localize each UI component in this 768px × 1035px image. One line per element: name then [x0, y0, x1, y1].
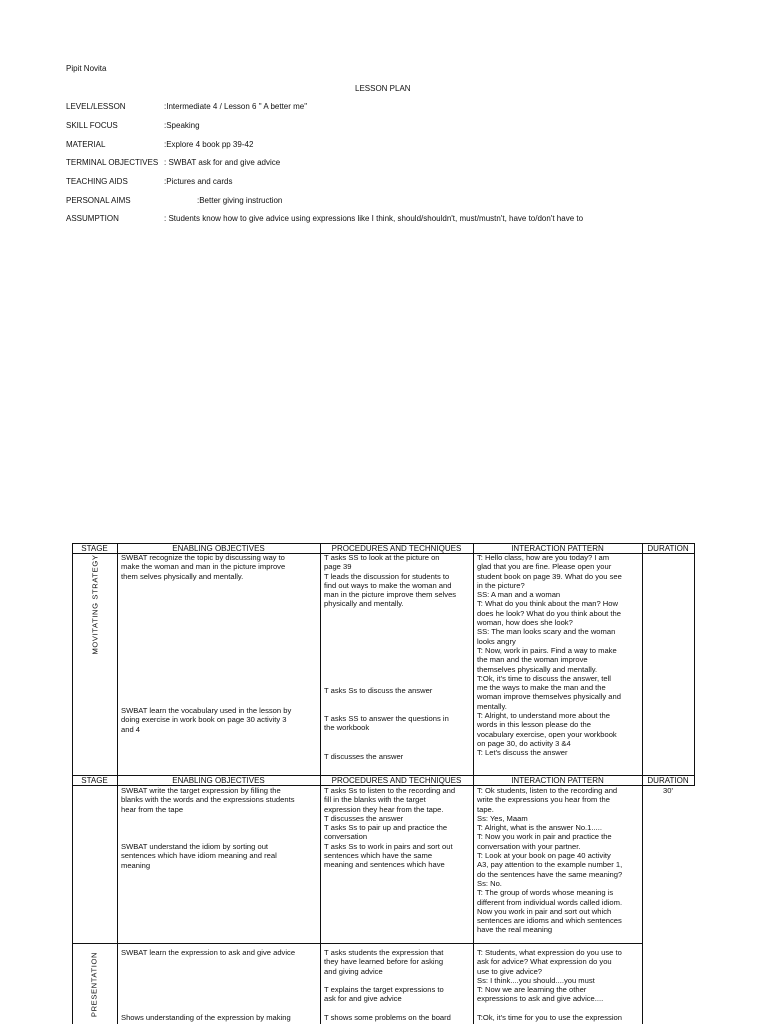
assumption-label: ASSUMPTION [66, 214, 119, 223]
procedure-cell: T shows some problems on the board [324, 1013, 451, 1022]
objective-cell: SWBAT write the target expression by filling the blanks with the words and the expressions students hear from the tape [121, 786, 295, 814]
teaching-aids-value: :Pictures and cards [164, 177, 233, 186]
personal-aims-label: PERSONAL AIMS [66, 196, 131, 205]
objective-cell: SWBAT understand the idiom by sorting out sentences which have idiom meaning and real meaning [121, 842, 277, 870]
col-header-stage: STAGE [81, 544, 108, 553]
interaction-cell: T: Students, what expression do you use to ask for advice? What expression do you use to give advice? Ss: I think....you should....you must T: Now we are learning the other expressions to ask and give advice.... [477, 948, 622, 1004]
duration-value: 30' [663, 786, 673, 795]
material-value: :Explore 4 book pp 39-42 [164, 140, 254, 149]
col-header-duration: DURATION [647, 776, 689, 785]
col-header-interaction: INTERACTION PATTERN [511, 544, 604, 553]
level-lesson-label: LEVEL/LESSON [66, 102, 126, 111]
interaction-cell: T:Ok, it's time for you to use the expression [477, 1013, 622, 1022]
procedure-cell: T asks SS to look at the picture on page 39 T leads the discussion for students to find out ways to make the woman and man in the picture improve them selves physically and mentally. [324, 553, 457, 609]
terminal-objectives-label: TERMINAL OBJECTIVES [66, 158, 159, 167]
procedure-cell: T explains the target expressions to ask for and give advice [324, 985, 444, 1004]
objective-cell: Shows understanding of the expression by making [121, 1013, 291, 1022]
skill-focus-value: :Speaking [164, 121, 200, 130]
teaching-aids-label: TEACHING AIDS [66, 177, 128, 186]
procedure-cell: T asks Ss to listen to the recording and fill in the blanks with the target expression they hear from the tape. T discusses the answer T asks Ss to pair up and practice the conversation T asks Ss to work in pairs and sort out sentences which have the same meaning and sentences which have [324, 786, 456, 870]
procedure-cell: T asks SS to answer the questions in the workbook [324, 714, 449, 733]
terminal-objectives-value: : SWBAT ask for and give advice [164, 158, 281, 167]
procedure-cell: T asks students the expression that they have learned before for asking and giving advice [324, 948, 444, 976]
assumption-value: : Students know how to give advice using expressions like I think, should/shouldn't, must/mustn't, have to/don't have to [164, 214, 584, 223]
col-header-objectives: ENABLING OBJECTIVES [172, 776, 265, 785]
level-lesson-value: :Intermediate 4 / Lesson 6 " A better me" [164, 102, 308, 111]
skill-focus-label: SKILL FOCUS [66, 121, 118, 130]
interaction-cell: T: Hello class, how are you today? I am glad that you are fine. Please open your student book on page 39. What do you see in the picture? SS: A man and a woman T: What do you think about the man? How does he look? What do you think about the woman, how does she look? SS: The man looks scary and the woman looks angry T: Now, work in pairs. Find a way to make the man and the woman improve themselves physically and mentally. T:Ok, it's time to discuss the answer, tell me the ways to make the man and the woman improve themselves physically and mentally. T: Alright, to understand more about the words in this lesson please do the vocabulary exercise, open your workbook on page 30, do activity 3 &4 T: Let's discuss the answer [477, 553, 622, 758]
procedure-cell: T discusses the answer [324, 752, 404, 761]
procedure-cell: T asks Ss to discuss the answer [324, 686, 433, 695]
objective-cell: SWBAT recognize the topic by discussing way to make the woman and man in the picture improve them selves physically and mentally. [121, 553, 286, 581]
document-title: LESSON PLAN [355, 84, 411, 93]
author-name: Pipit Novita [66, 64, 107, 73]
col-header-duration: DURATION [647, 544, 689, 553]
stage-label-presentation: PRESENTATION [89, 951, 99, 1018]
table-row-divider [72, 943, 642, 944]
personal-aims-value: :Better giving instruction [197, 196, 283, 205]
material-label: MATERIAL [66, 140, 106, 149]
col-header-stage: STAGE [81, 776, 108, 785]
interaction-cell: T: Ok students, listen to the recording and write the expressions you hear from the tape. Ss: Yes, Maam T: Alright, what is the answer No.1..... T: Now you work in pair and practice the conversation with your partner. T: Look at your book on page 40 activity A3, pay attention to the example number 1, do the sentences have the same meaning? Ss: No. T: The group of words whose meaning is different from individual words called idiom. Now you work in pair and sort out which sentences are idioms and which sentences have the real meaning [477, 786, 623, 935]
col-header-procedures: PROCEDURES AND TECHNIQUES [331, 544, 462, 553]
objective-cell: SWBAT learn the expression to ask and give advice [121, 948, 296, 957]
objective-cell: SWBAT learn the vocabulary used in the lesson by doing exercise in work book on page 30 activity 3 and 4 [121, 706, 292, 734]
stage-label-motivating: MOVITATING STRATEGY [90, 554, 100, 655]
col-header-procedures: PROCEDURES AND TECHNIQUES [331, 776, 462, 785]
table-col-line [694, 543, 695, 786]
col-header-interaction: INTERACTION PATTERN [511, 776, 604, 785]
col-header-objectives: ENABLING OBJECTIVES [172, 544, 265, 553]
